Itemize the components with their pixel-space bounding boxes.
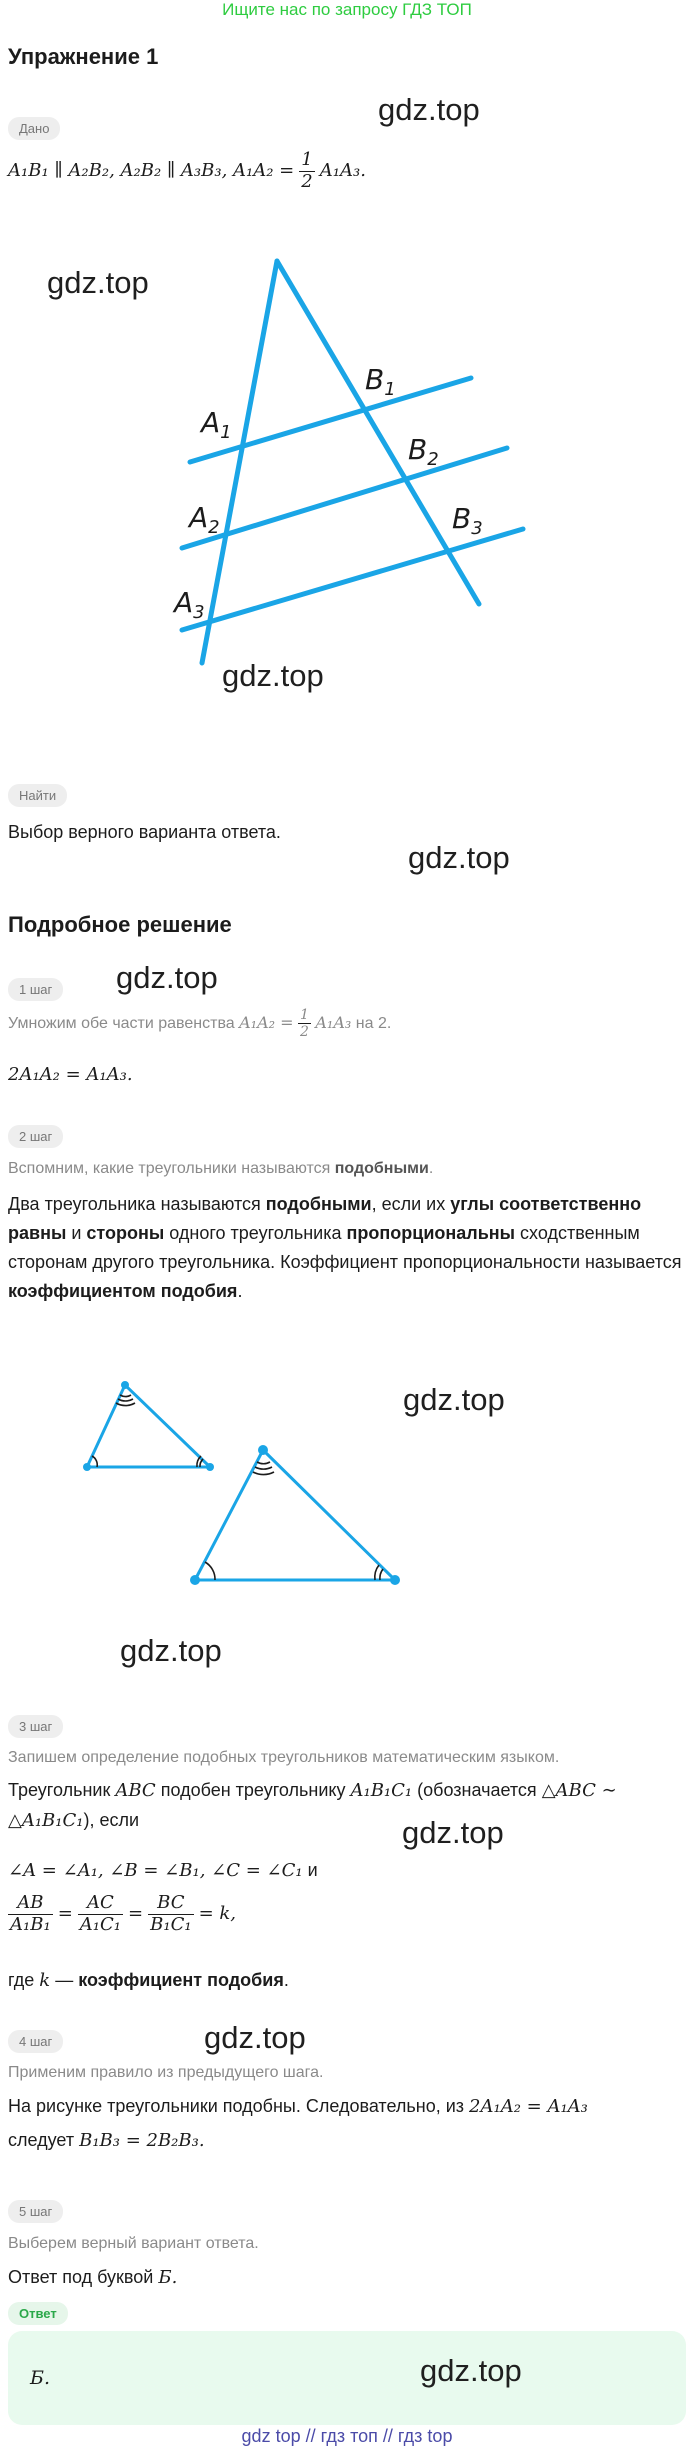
label-a2: $A_2$ (189, 501, 220, 538)
step-3-badge: 3 шаг (8, 1715, 63, 1738)
given-statement-suffix: A₁A₃. (319, 159, 366, 181)
find-text: Выбор верного варианта ответа. (8, 822, 281, 842)
watermark: gdz.top (120, 1633, 222, 1668)
step-4-line2: следует B₁B₃ = 2B₂B₃. (8, 2130, 205, 2151)
step-5-intro: Выберем верный вариант ответа. (8, 2235, 259, 2252)
answer-badge: Ответ (8, 2302, 68, 2325)
label-b2: $B_2$ (408, 433, 439, 470)
solution-title: Подробное решение (8, 912, 232, 937)
large-triangle (195, 1450, 395, 1580)
given-statement-prefix: A₁B₁ ∥ A₂B₂, A₂B₂ ∥ A₃B₃, A₁A₂ = (8, 159, 295, 181)
ratio-equation: $\frac{AB}{\text{A₁B₁}}$ = $\frac{AC}{\text{A₁C₁}}$ = $\frac{BC}{\text{B₁C₁}}$ = k, (10, 1892, 237, 1935)
step-1-result: 2A₁A₂ = A₁A₃. (8, 1064, 133, 1085)
exercise-title: Упражнение 1 (8, 44, 159, 69)
step-3-intro: Запишем определение подобных треугольников математическим языком. (8, 1749, 560, 1766)
watermark: gdz.top (402, 1815, 504, 1850)
label-b3: $B_3$ (452, 502, 483, 539)
label-a1: $A_1$ (201, 406, 232, 443)
watermark: gdz.top (408, 840, 510, 875)
step-1-intro: Умножим обе части равенства A₁A₂ = $\frac{1}{2}$ A₁A₃ на 2. (8, 1007, 392, 1041)
label-a3: $A_3$ (174, 586, 205, 623)
step-2-intro: Вспомним, какие треугольники называются подобными. (8, 1160, 434, 1177)
angles-equal: ∠A = ∠A₁, ∠B = ∠B₁, ∠C = ∠C₁ и (8, 1860, 318, 1881)
step-5-badge: 5 шаг (8, 2200, 63, 2223)
angle-mark (205, 1562, 215, 1580)
given-statement (8, 150, 688, 192)
small-triangle (87, 1385, 210, 1467)
watermark: gdz.top (116, 960, 218, 995)
line-a3b3 (182, 529, 523, 630)
label-b1: $B_1$ (365, 363, 396, 400)
watermark: gdz.top (378, 92, 480, 127)
step-4-intro: Применим правило из предыдущего шага. (8, 2064, 324, 2081)
find-badge: Найти (8, 784, 67, 807)
search-banner[interactable]: Ищите нас по запросу ГДЗ ТОП (222, 0, 472, 19)
watermark: gdz.top (204, 2020, 306, 2055)
step-3-line1: Треугольник ABC подобен треугольнику A₁B₁C₁ (обозначается △ABC ∼ (8, 1780, 617, 1801)
similarity-definition: Два треугольника называются подобными, если их углы соответственно равны и стороны одного треугольника пропорциональны сходственным сторонам другого треугольника. Коэффициент пропорциональности называется коэффициентом подобия. (8, 1194, 682, 1301)
parallel-lines-figure (165, 245, 535, 675)
step-5-line: Ответ под буквой Б. (8, 2267, 178, 2288)
given-badge: Дано (8, 117, 60, 140)
step-1-badge: 1 шаг (8, 978, 63, 1001)
similar-triangles-figure (70, 1370, 410, 1595)
step-4-line1: На рисунке треугольники подобны. Следовательно, из 2A₁A₂ = A₁A₃ (8, 2096, 588, 2117)
footer-links[interactable]: gdz top // гдз топ // гдз top (241, 2426, 453, 2446)
watermark: gdz.top (420, 2353, 522, 2388)
watermark: gdz.top (222, 658, 324, 693)
given-fraction: $\frac{1}{2}$ (301, 149, 313, 192)
step-2-badge: 2 шаг (8, 1125, 63, 1148)
watermark: gdz.top (403, 1382, 505, 1417)
coefficient-note: где k — коэффициент подобия. (8, 1970, 289, 1991)
answer-value: Б. (30, 2367, 51, 2389)
answer-box (8, 2331, 686, 2425)
step-3-line2: △A₁B₁C₁), если (8, 1810, 140, 1831)
watermark: gdz.top (47, 265, 149, 300)
step-4-badge: 4 шаг (8, 2030, 63, 2053)
